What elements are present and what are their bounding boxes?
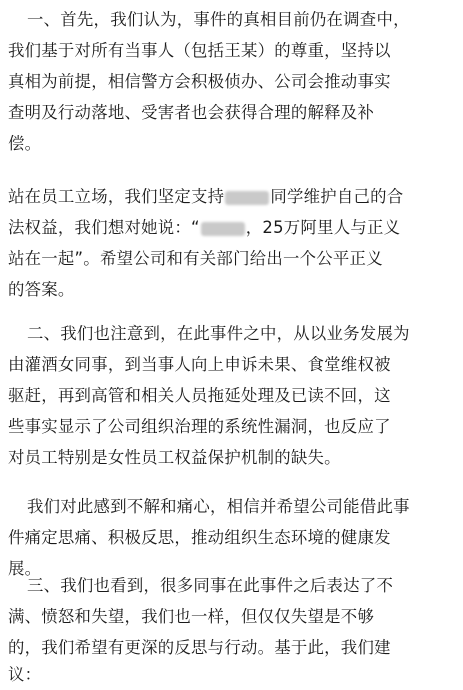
text-line: 我们对此感到不解和痛心，相信并希望公司能借此事 [27, 497, 410, 516]
text-line: 查明及行动落地、受害者也会获得合理的解释及补 [8, 103, 375, 122]
redacted-name [201, 222, 245, 236]
text-line: 二、我们也注意到，在此事件之中，从以业务发展为 [27, 324, 410, 343]
text-line: 驱赶，再到高管和相关人员拖延处理及已读不回，这 [8, 386, 391, 405]
text-line [8, 182, 463, 212]
text-line: 的，我们希望有更深的反思与行动。基于此，我们建 [8, 638, 391, 657]
text-line: 三、我们也看到，很多同事在此事件之后表达了不 [27, 576, 394, 595]
text-line: 满、愤怒和失望，我们也一样，但仅仅失望是不够 [8, 607, 375, 626]
text-line: 的答案。 [8, 280, 75, 299]
text-segment: 站在员工立场，我们坚定支持 [8, 187, 225, 206]
text-segment: 同学维护自己的合 [270, 187, 404, 206]
text-line: 由灌酒女同事，到当事人向上申诉未果、食堂维权被 [8, 355, 391, 374]
text-line: 展。 [8, 559, 42, 578]
text-line [8, 213, 463, 243]
text-segment: ，25万阿里人与正义 [245, 218, 401, 237]
text-line: 偿。 [8, 134, 42, 153]
text-line: 站在一起”。希望公司和有关部门给出一个公平正义 [8, 249, 383, 268]
text-segment: 法权益，我们想对她说：“ [8, 218, 200, 237]
text-line: 真相为前提，相信警方会积极侦办、公司会推动事实 [8, 72, 391, 91]
text-line: 件痛定思痛、积极反思，推动组织生态环境的健康发 [8, 528, 391, 547]
text-line: 我们基于对所有当事人（包括王某）的尊重，坚持以 [8, 41, 391, 60]
text-line: 对员工特别是女性员工权益保护机制的缺失。 [8, 448, 341, 467]
redacted-name [225, 191, 269, 205]
text-line: 些事实显示了公司组织治理的系统性漏洞，也反应了 [8, 417, 391, 436]
text-line: 一、首先，我们认为，事件的真相目前仍在调查中， [27, 10, 410, 29]
text-line: 议： [8, 665, 42, 684]
